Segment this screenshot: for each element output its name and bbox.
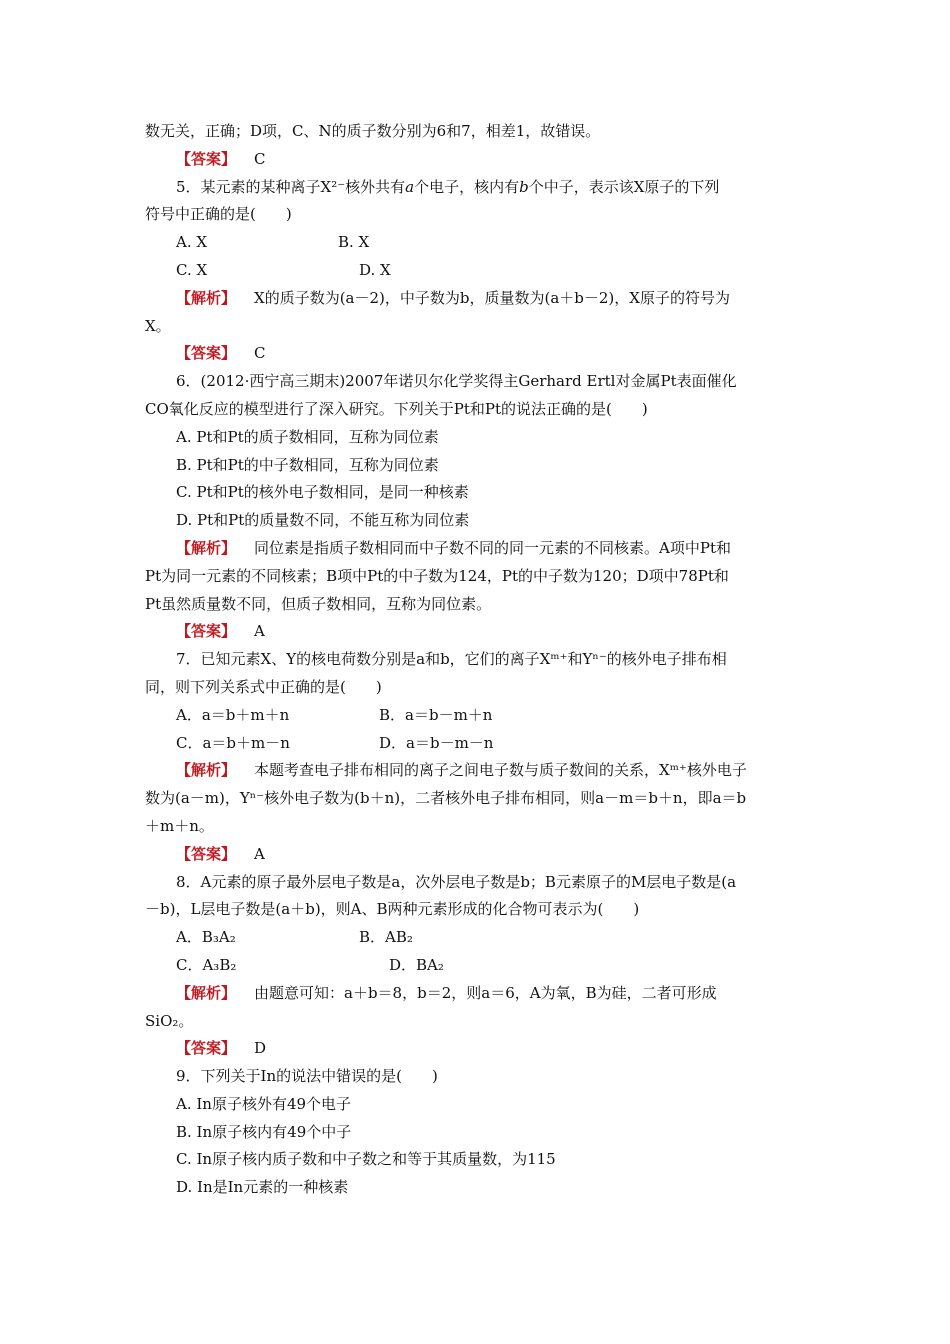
option-a: A. X — [176, 233, 208, 252]
analysis-8-line-1: 【解析】 由题意可知：a＋b＝8，b＝2，则a＝6，A为氧，B为硅，二者可形成 — [176, 983, 717, 1002]
document-page — [145, 118, 807, 1202]
question-5-line-2: 符号中正确的是( ) — [145, 205, 292, 224]
answer-value: C — [254, 149, 266, 168]
option-b: B. X — [338, 233, 370, 252]
answer-line-4 — [145, 146, 807, 174]
question-8-options-cd — [145, 952, 807, 980]
option-a: A. Pt和Pt的质子数相同，互称为同位素 — [176, 427, 439, 446]
question-7-options-cd — [145, 730, 807, 758]
option-b: B．AB₂ — [359, 928, 413, 947]
option-b: B. In原子核内有49个中子 — [176, 1122, 352, 1141]
question-5-line-1: 5．某元素的某种离子X²⁻核外共有a个电子，核内有b个中子，表示该X原子的下列 — [176, 177, 720, 196]
answer-tag: 【答案】 — [176, 149, 237, 168]
text-line: 数无关，正确；D项，C、N的质子数分别为6和7，相差1，故错误。 — [145, 122, 601, 140]
option-b: B. Pt和Pt的中子数相同，互称为同位素 — [176, 455, 439, 474]
question-8-line-1: 8．A元素的原子最外层电子数是a，次外层电子数是b；B元素原子的M层电子数是(a — [176, 872, 737, 891]
analysis-5-line-2: X。 — [145, 316, 171, 335]
option-d: D. Pt和Pt的质量数不同，不能互称为同位素 — [176, 511, 470, 530]
analysis-6-line-1: 【解析】 同位素是指质子数相同而中子数不同的同一元素的不同核素。A项中Pt和 — [176, 538, 731, 557]
answer-value: C — [254, 344, 266, 363]
question-7-options-ab — [145, 702, 807, 730]
answer-tag: 【答案】 — [176, 622, 237, 641]
question-6-line-2: CO氧化反应的模型进行了深入研究。下列关于Pt和Pt的说法正确的是( ) — [145, 399, 648, 418]
option-d: D．a＝b－m－n — [379, 733, 494, 752]
analysis-7-line-3: ＋m＋n。 — [145, 816, 214, 835]
analysis-tag: 【解析】 — [176, 983, 237, 1002]
analysis-6-line-3: Pt虽然质量数不同，但质子数相同，互称为同位素。 — [145, 594, 492, 613]
question-6-line-1: 6．(2012·西宁高三期末)2007年诺贝尔化学奖得主Gerhard Ertl对金属Pt表面催化 — [176, 372, 737, 391]
question-9-line-1: 9．下列关于In的说法中错误的是( ) — [176, 1067, 438, 1086]
option-c: C．A₃B₂ — [176, 955, 237, 974]
question-8-options-ab — [145, 924, 807, 952]
option-c: C. In原子核内质子数和中子数之和等于其质量数，为115 — [176, 1150, 556, 1169]
option-a: A．a＝b＋m＋n — [176, 705, 290, 724]
option-d: D. In是In元素的一种核素 — [176, 1178, 349, 1197]
answer-value: A — [254, 622, 265, 641]
answer-value: A — [254, 844, 265, 863]
analysis-7-line-1: 【解析】 本题考查电子排布相同的离子之间电子数与质子数间的关系，Xᵐ⁺核外电子 — [176, 761, 747, 780]
answer-line-6 — [145, 618, 807, 646]
option-c: C. X — [176, 260, 208, 279]
answer-tag: 【答案】 — [176, 1039, 237, 1058]
question-7-line-1: 7．已知元素X、Y的核电荷数分别是a和b，它们的离子Xᵐ⁺和Yⁿ⁻的核外电子排布相 — [176, 650, 727, 669]
analysis-8-line-2: SiO₂。 — [145, 1011, 194, 1030]
answer-line-5 — [145, 340, 807, 368]
answer-tag: 【答案】 — [176, 344, 237, 363]
option-b: B．a＝b－m＋n — [379, 705, 493, 724]
analysis-tag: 【解析】 — [176, 761, 237, 780]
option-a: A. In原子核外有49个电子 — [176, 1094, 352, 1113]
option-c: C．a＝b＋m－n — [176, 733, 290, 752]
option-d: D. X — [359, 260, 391, 279]
question-5-options-ab — [145, 229, 807, 257]
question-7-line-2: 同，则下列关系式中正确的是( ) — [145, 677, 382, 696]
answer-tag: 【答案】 — [176, 844, 237, 863]
option-c: C. Pt和Pt的核外电子数相同，是同一种核素 — [176, 483, 469, 502]
analysis-5-line-1: 【解析】 X的质子数为(a－2)，中子数为b，质量数为(a＋b－2)，X原子的符号为 — [176, 288, 730, 307]
analysis-7-line-2: 数为(a－m)，Yⁿ⁻核外电子数为(b＋n)，二者核外电子排布相同，则a－m＝b＋n，即a＝b — [145, 789, 747, 808]
option-d: D．BA₂ — [389, 955, 444, 974]
analysis-6-line-2: Pt为同一元素的不同核素；B项中Pt的中子数为124，Pt的中子数为120；D项中78Pt和 — [145, 566, 729, 585]
analysis-tag: 【解析】 — [176, 538, 237, 557]
analysis-tag: 【解析】 — [176, 288, 237, 307]
answer-line-8 — [145, 1035, 807, 1063]
question-8-line-2: －b)，L层电子数是(a＋b)，则A、B两种元素形成的化合物可表示为( ) — [145, 900, 640, 919]
answer-line-7 — [145, 841, 807, 869]
question-5-options-cd — [145, 257, 807, 285]
answer-value: D — [254, 1039, 267, 1058]
option-a: A．B₃A₂ — [176, 928, 236, 947]
